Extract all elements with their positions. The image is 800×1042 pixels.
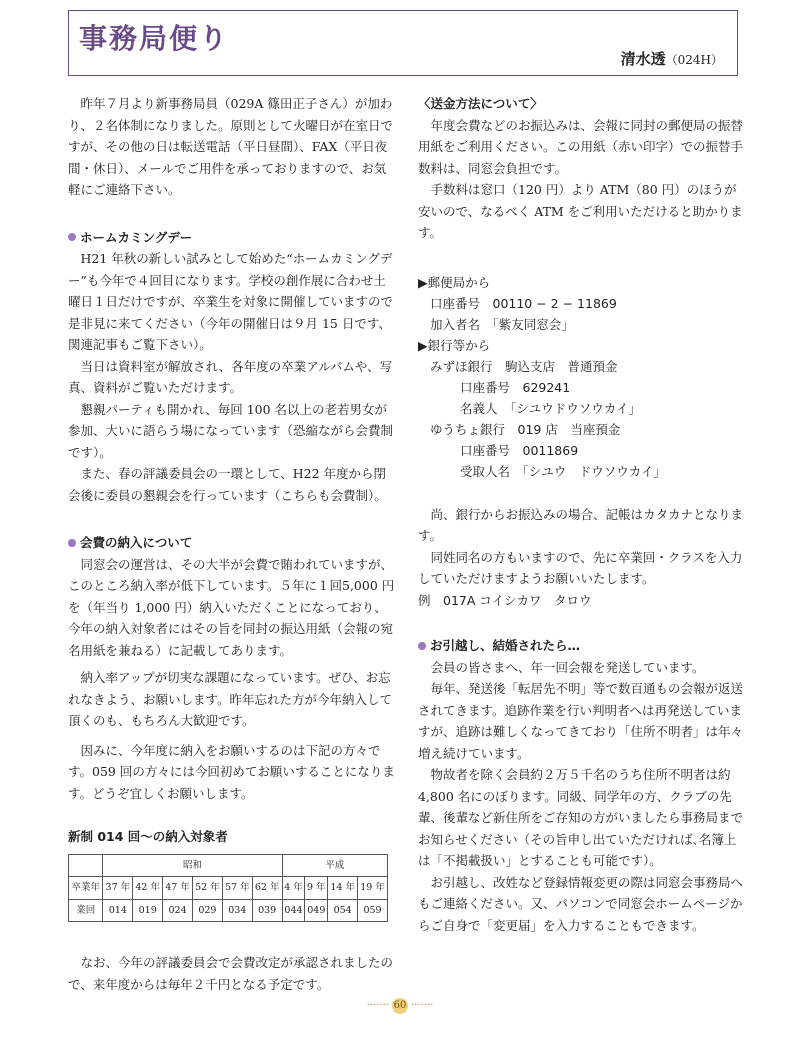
moving-paragraph-4: お引越し、改姓など登録情報変更の際は同窓会事務局へもご連絡ください。又、パソコンで同窓会ホームページからご自身で「変更届」を入力することもできます。 bbox=[418, 874, 744, 933]
example-line: 例 017A コイシカワ タロウ bbox=[418, 592, 592, 608]
dues-paragraph-2: 納入率アップが切実な課題になっています。ぜひ、お忘れなきよう、お願いします。昨年忘れた方が今年納入して頂くのも、もちろん大歓迎です。 bbox=[68, 670, 393, 728]
table-cell: 014 bbox=[103, 899, 133, 922]
table-cell: 034 bbox=[222, 899, 252, 922]
bullet-dot-icon bbox=[68, 233, 76, 241]
mizuho-account-name: 名義人 「シユウドウソウカイ」 bbox=[460, 400, 641, 416]
author-code: （024H） bbox=[665, 53, 723, 67]
homecoming-paragraph-2: 当日は資料室が解放され、各年度の卒業アルバムや、写真、資料がご覧いただけます。 bbox=[68, 358, 393, 395]
dues-paragraph-1: 同窓会の運営は、その大半が会費で賄われていますが、このところ納入率が低下しています。５年に１回5,000 円を（年当り 1,000 円）納入いただくことになっており、今年の納入対象者にはその旨を同封の振込用紙（会報の宛名用紙を兼ねる）に記載してあります。 bbox=[68, 556, 395, 658]
right-column bbox=[418, 93, 748, 936]
moving-heading-text: お引越し、結婚されたら… bbox=[430, 638, 581, 653]
table-cell: 024 bbox=[163, 899, 193, 922]
table-cell: 059 bbox=[358, 899, 388, 922]
table-cell: 19 年 bbox=[358, 877, 388, 900]
table-cell: 62 年 bbox=[252, 877, 282, 900]
notes-paragraph-1: 尚、銀行からお振込みの場合、記帳はカタカナとなります。 bbox=[418, 506, 744, 543]
post-account-number: 口座番号 00110 − 2 − 11869 bbox=[430, 295, 617, 311]
intro-paragraph: 昨年７月より新事務局員（029A 篠田正子さん）が加わり、２名体制になりました。原則として火曜日が在室日ですが、その他の日は転送電話（平日昼間）、FAX（平日夜間・休日）、メールでご用件を承っておりますので、お気軽にご連絡下さい。 bbox=[68, 96, 394, 197]
bullet-dot-icon bbox=[68, 539, 76, 547]
homecoming-heading bbox=[68, 227, 398, 249]
page-number: 60 bbox=[392, 998, 408, 1014]
table-row bbox=[69, 877, 388, 900]
row-label-year: 卒業年 bbox=[69, 877, 103, 900]
table-cell: 57 年 bbox=[222, 877, 252, 900]
homecoming-paragraph-4: また、春の評議委員会の一環として、H22 年度から閉会後に委員の懇親会を行っています（こちらも会費制）。 bbox=[68, 466, 387, 503]
homecoming-paragraph-3: 懇親パーティも開かれ、毎回 100 名以上の老若男女が参加、大いに語らう場になっています（恐縮ながら会費制です）。 bbox=[68, 401, 394, 460]
footer-dots-right: ······· bbox=[411, 1000, 434, 1011]
table-cell: 029 bbox=[192, 899, 222, 922]
table-cell: 019 bbox=[133, 899, 163, 922]
page-footer bbox=[0, 998, 800, 1014]
closing-paragraph: なお、今年の評議委員会で会費改定が承認されましたので、来年度からは毎年２千円となる予定です。 bbox=[68, 955, 394, 992]
table-cell: 52 年 bbox=[192, 877, 222, 900]
dues-paragraph-3: 因みに、今年度に納入をお願いするのは下記の方々です。059 回の方々には今回初めてお願いすることになります。どうぞ宜しくお願いします。 bbox=[68, 742, 395, 801]
dues-table bbox=[68, 854, 388, 923]
table-cell: 039 bbox=[252, 899, 282, 922]
table-cell: 47 年 bbox=[163, 877, 193, 900]
yucho-account-number: 口座番号 0011869 bbox=[460, 442, 579, 458]
moving-paragraph-3: 物故者を除く会員約２万５千名のうち住所不明者は約 4,800 名にのぼります。同級、同学年の方、クラブの先輩、後輩など新住所をご存知の方がいましたら事務局までお知らせください（その旨申し出ていただければ､名簿上は「不掲載扱い」とすることも可能です）。 bbox=[418, 767, 744, 868]
author-line bbox=[621, 48, 723, 69]
page-title: 事務局便り bbox=[79, 22, 230, 55]
mizuho-bank: みずほ銀行 駒込支店 普通預金 bbox=[430, 358, 618, 374]
bullet-dot-icon bbox=[418, 642, 426, 650]
notes-paragraph-2: 同姓同名の方もいますので、先に卒業回・クラスを入力していただけますようお願いいたします。 bbox=[418, 549, 743, 586]
table-cell: 4 年 bbox=[282, 877, 305, 900]
post-office-heading: ▶郵便局から bbox=[418, 274, 491, 290]
table-cell: 049 bbox=[305, 899, 328, 922]
table-cell: 37 年 bbox=[103, 877, 133, 900]
homecoming-heading-text: ホームカミングデー bbox=[80, 229, 193, 245]
moving-paragraph-2: 毎年、発送後「転居先不明」等で数百通もの会報が返送されてきます。追跡作業を行い判明者へは再発送していますが、追跡は難しくなってきており「住所不明者」は年々増え続けています。 bbox=[418, 681, 744, 761]
author-name: 清水透 bbox=[620, 50, 666, 68]
bank-heading: ▶銀行等から bbox=[418, 337, 491, 353]
homecoming-paragraph-1: H21 年秋の新しい試みとして始めた“ホームカミングデー”も今年で４回目になります。学校の創作展に合わせ土曜日１日だけですが、卒業生を対象に開催していますので是非見に来てください（今年の開催日は９月 15 日です、関連記事もご覧下さい）。 bbox=[68, 251, 394, 352]
table-cell: 054 bbox=[328, 899, 358, 922]
mizuho-account-number: 口座番号 629241 bbox=[460, 379, 571, 395]
table-cell: 044 bbox=[282, 899, 305, 922]
yucho-account-name: 受取人名 「シユウ ドウソウカイ」 bbox=[460, 463, 666, 479]
dues-table-title: 新制 014 回～の納入対象者 bbox=[68, 829, 228, 844]
remit-paragraph-1: 年度会費などのお振込みは、会報に同封の郵便局の振替用紙をご利用ください。この用紙（赤い印字）での振替手数料は、同窓会負担です。 bbox=[418, 117, 744, 176]
account-list bbox=[418, 272, 748, 482]
table-cell: 14 年 bbox=[328, 877, 358, 900]
left-column bbox=[68, 93, 398, 995]
post-account-name: 加入者名 「紫友同窓会」 bbox=[430, 316, 574, 332]
yucho-bank: ゆうちょ銀行 019 店 当座預金 bbox=[430, 421, 621, 437]
page-header bbox=[68, 10, 738, 76]
moving-heading bbox=[418, 635, 748, 657]
era-showa: 昭和 bbox=[103, 854, 282, 877]
table-cell: 42 年 bbox=[133, 877, 163, 900]
moving-paragraph-1: 会員の皆さまへ、年一回会報を発送しています。 bbox=[430, 659, 705, 675]
dues-heading-text: 会費の納入について bbox=[80, 535, 193, 550]
dues-heading bbox=[68, 532, 398, 554]
remit-heading: 〈送金方法について〉 bbox=[418, 96, 543, 111]
era-heisei: 平成 bbox=[282, 854, 387, 877]
remit-paragraph-2: 手数料は窓口（120 円）より ATM（80 円）のほうが安いので、なるべく ATM をご利用いただけると助かります。 bbox=[418, 182, 743, 240]
table-row bbox=[69, 854, 388, 877]
table-row bbox=[69, 899, 388, 922]
table-cell: 9 年 bbox=[305, 877, 328, 900]
row-label-class: 業回 bbox=[69, 899, 103, 922]
footer-dots-left: ······· bbox=[366, 1000, 389, 1011]
